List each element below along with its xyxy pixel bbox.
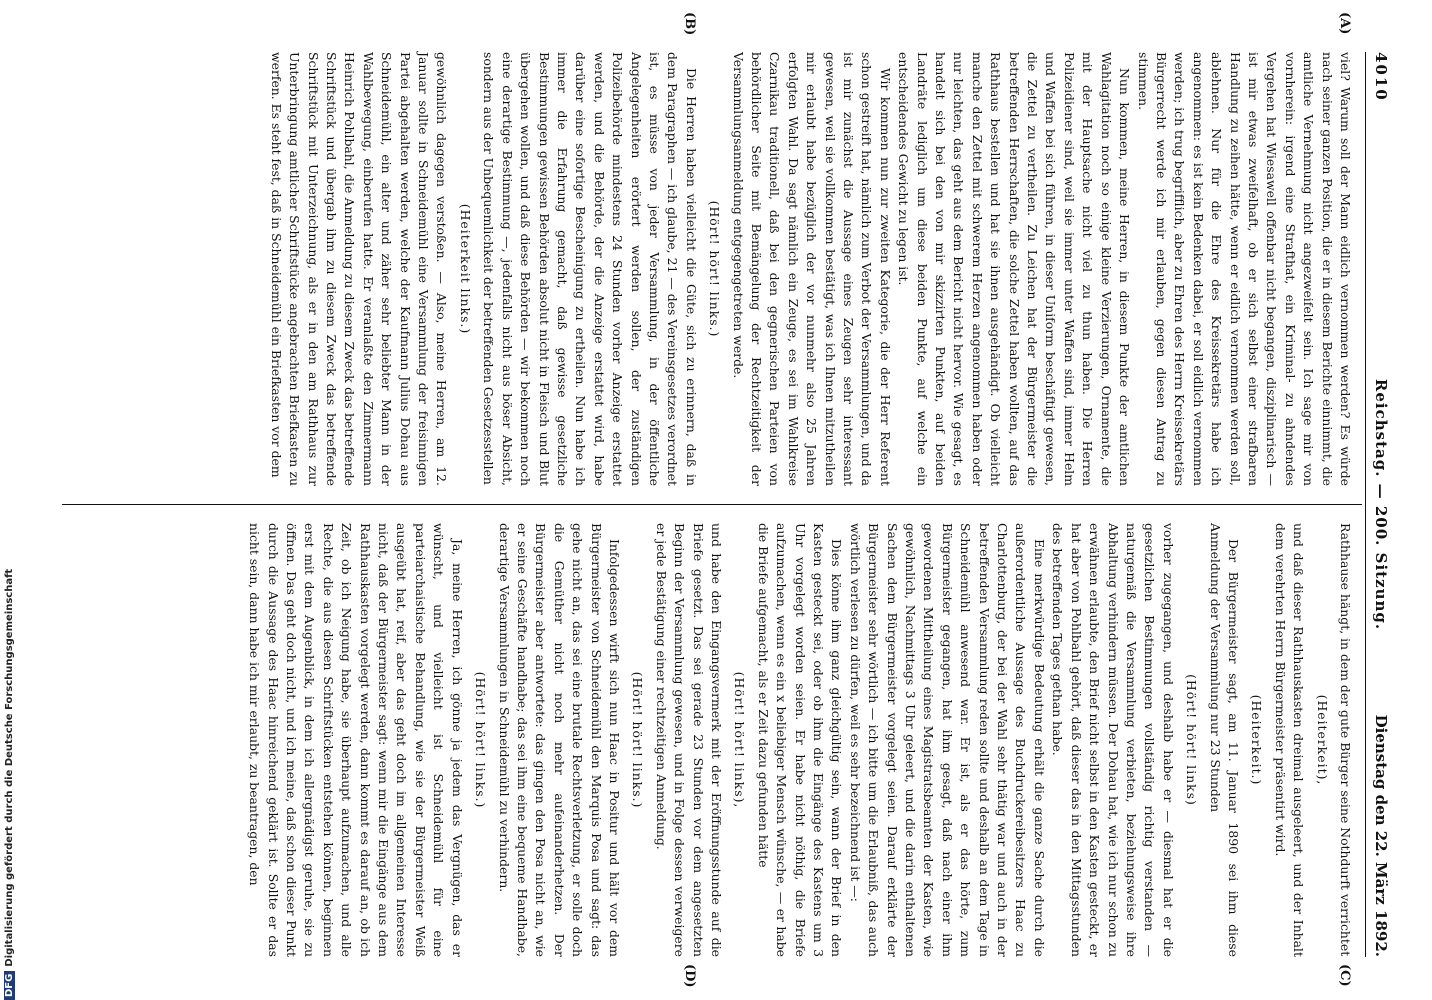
- paragraph: Rathhause hängt, in dem der gute Bürger seine Nothdurft verrichtet: [1338, 523, 1353, 957]
- credit-text: Digitalisierung gefördert durch die Deutsche Forschungsgemeinschaft: [4, 568, 15, 967]
- margin-mark-b: (B): [682, 12, 697, 36]
- interjection: (Hört! hört! links.): [707, 200, 723, 338]
- paragraph: vorher zugegangen, und deshalb habe er — diesmal hat er die gesetzlichen Bestimmungen vollständig richtig verstanden — naturgemäß die Versammlung verbieten, beziehungsweise ihre Abhaltung verhindern müssen. Der Dohau hat, wie ich nur schon zu erwähnen erlaubte, den Brief nicht selbst in den Kasten gesteckt, er hat aber von Pohlbahl gehört, daß dieser das in den Mittagsstunden des betreffenden Tages gethan habe.: [1050, 523, 1176, 957]
- page-title: Reichstag. — 200. Sitzung.: [1372, 378, 1390, 631]
- running-header: [1368, 52, 1392, 957]
- column-divider: [62, 504, 1362, 505]
- right-column: [245, 523, 1354, 957]
- interjection: (Hört! hört! links.): [630, 671, 646, 809]
- margin-mark-c: (C): [1337, 964, 1352, 987]
- quoted-paragraph: Dies könne ihm ganz gleichgültig sein, wann der Brief in den Kasten gesteckt sei, oder ob ihm die Eingänge des Kastens um 3 Uhr vorgelegt worden seien. Er habe nicht nöthig, die Briefe aufzumachen, wenn es ein x beliebiger Mensch wünsche, — er habe die Briefe aufgemacht, als er Zeit dazu gefunden hätte: [755, 523, 845, 957]
- newspaper-page: [62, 12, 1392, 988]
- paragraph: Der Bürgermeister sagt, am 11. Januar 1890 sei ihm diese Anmeldung der Versammlung nur 23 Stunden: [1207, 523, 1241, 957]
- interjection: (Hört! hört! links.): [473, 671, 489, 809]
- paragraph: und habe den Eingangsvermerk mit der Eröffnungsstunde auf die Briefe gesetzt. Das sei gerade 23 Stunden vor dem angesetzten Beginn der Versammlung gewesen, und in Folge dessen verweigere er jede Bestätigung einer rechtzeitigen Anmeldung.: [653, 523, 724, 957]
- interjection: (Hört! hört! links),: [732, 671, 748, 809]
- paragraph: Nun kommen, meine Herren, in diesem Punkte der amtlichen Wahlagitation noch so einige kleine Verzierungen, Ornamente, die mit der Hauptsache nicht viel zu thun haben. Die Herren Polizeidiener sind, weil sie immer unter Waffen sind, immer Helm und Waffen bei sich führen, in dieser Uniform beschäftigt gewesen, die Zettel zu vertheilen. Zu Leichen hat der Bürgermeister die betreffenden Herrschaften, die solche Zettel haben wollten, auf das Rathhaus bestellen und hat sie ihnen ausgehändigt. Ob vielleicht manche den Zettel mit schwerem Herzen angenommen haben oder nur leichten, das geht aus dem Bericht nicht hervor. Wie gesagt, es handelt sich bei den von mir skizzirten Punkten, auf beiden Landräte lediglich um diese beiden Punkte, auf welche ein entscheidendes Gewicht zu legen ist.: [896, 52, 1133, 486]
- digitization-credit: [4, 569, 15, 1000]
- left-column: [266, 52, 1354, 486]
- page-number: 4010: [1372, 52, 1390, 102]
- interjection: (Heiterkeit.): [1249, 694, 1265, 786]
- paragraph: Infolgedessen wirft sich nun Haac in Positur und hält vor dem Bürgermeister von Schneidemühl den Marquis Posa und sagt: das gehe nicht an, das sei eine brutale Rechtsverletzung, er solle doch die Gemüther nicht noch mehr aufeinanderhetzen. Der Bürgermeister aber antwortete: das gingen den Posa nicht an, wie er seine Geschäfte handhabe; das sei ihm eine bequeme Handhabe, derartige Versammlungen in Schneidemühl zu verhindern.: [496, 523, 622, 957]
- paragraph: gewöhnlich dagegen verstoßen. — Also, meine Herren, am 12. Januar sollte in Schneidemühl eine Versammlung der freisinnigen Partei abgehalten werden, welche der Kaufmann Julius Dohau aus Schneidemühl, ein alter und zäher sehr beliebter Mann in der Wahlbewegung, einberufen hatte. Er veranlaßte den Zimmermann Heinrich Pohlbahl, die Anmeldung zu diesem Zweck das betreffende Schriftstück und übergab ihm zu diesem Zweck das betreffende Schriftstück mit Unterzeichnung, als er in den am Rathhaus zur Unterbringung amtlicher Schriftstücke angebrachten Briefkasten zu werfen. Es steht fest, daß in Schneidemühl ein Briefkasten vor dem: [268, 52, 450, 486]
- dfg-logo: DFG: [4, 971, 15, 1000]
- paragraph: und daß dieser Rathhauskasten dreimal ausgeleert, und der Inhalt dem verehrten Herrn Bürgermeister präsentirt wird.: [1272, 523, 1307, 957]
- paragraph: Eine merkwürdige Bedeutung erhält die ganze Sache durch die außerordentliche Aussage des Buchdruckereibesitzers Haac zu Charlottenburg, der bei der Wahl sehr thätig war und auch in der betreffenden Versammlung reden sollte und deshalb an dem Tage in Schneidemühl anwesend war. Er ist, als er das hörte, zum Bürgermeister gegangen, hat ihm gesagt, daß nach einer ihm gewordenen Mittheilung eines Magistratsbeamten der Kasten, wie gewöhnlich, Nachmittags 3 Uhr geleert, und die darin enthaltenen Sachen dem Bürgermeister vorgelegt seien. Darauf erklärte der Bürgermeister sehr wörtlich — ich bitte um die Erlaubniß, das auch wörtlich verlesen zu dürfen, weil es sehr bezeichnend ist —:: [847, 523, 1047, 957]
- paragraph: Die Herren haben vielleicht die Güte, sich zu erinnern, daß in dem Paragraphen — ich glaube, 21 — des Vereinsgesetzes verordnet ist, es müsse von jeder Versammlung, in der öffentliche Angelegenheiten erörtert werden sollen, der zuständigen Polizeibehörde mindestens 24 Stunden vorher Anzeige erstattet werden, und die Behörde, der die Anzeige erstattet wird, habe darüber eine sofortige Bescheinigung zu ertheilen. Nun habe ich immer die Erfahrung gemacht, daß gewisse gesetzliche Bestimmungen gewissen Behörden absolut nicht in Fleisch und Blut übergehen wollen, und daß diese Behörden — wir bekommen noch eine derartige Bestimmung —, jedenfalls nicht aus böser Absicht, sondern aus der Unbequemlichkeit der betreffenden Gesetzesstellen: [481, 52, 699, 486]
- header-rule: [1365, 52, 1366, 957]
- interjection: (Heiterkeit),: [1314, 694, 1330, 786]
- interjection: (Heiterkeit links.): [457, 203, 473, 335]
- paragraph: Ja, meine Herren, ich gönne ja jedem das Vergnügen, das er wünscht, und vielleicht ist Schneidemühl für eine parteiarchaistische Behandlung, wie sie der Bürgermeister Weiß ausgeübt hat, reif, aber das geht doch im allgemeinen Interesse nicht, daß der Bürgermeister sagt: wenn mir die Eingänge aus dem Rathhauskasten vorgelegt werden, dann kommt es darauf an, ob ich Zeit, ob ich Neigung habe, sie überhaupt aufzumachen, und alle Rechte, die aus diesen Schriftstücken entstehen können, beginnen erst mit dem Augenblick, in dem ich allergnädigst geruhe, sie zu öffnen. Das geht doch nicht, und ich meine, daß schon dieser Punkt durch die Aussage des Haac hinreichend geklärt ist. Sollte er das nicht sein, dann habe ich mir erlaubt, zu beantragen, den: [247, 523, 465, 957]
- paragraph: Wir kommen nun zur zweiten Kategorie, die der Herr Referent schon gestreift hat, nämlich zum Verbot der Versammlungen, und da ist mir zunächst die Aussage eines Zeugen sehr interessant gewesen, weil sie vollkommen bestätigt, was ich Ihnen mitzutheilen mir erlaubt habe bezüglich der vor nunmehr also 25 Jahren erfolgten Wahl. Da sagt nämlich ein Zeuge, es sei im Wahlkreise Czarnikau traditionell, daß bei den gegnerischen Parteien von behördlicher Seite mit Bemängelung der Rechtzeitigkeit der Versammlungsanmeldung entgegengetreten werde.: [730, 52, 893, 486]
- session-date: Dienstag den 22. März 1892.: [1372, 714, 1390, 957]
- paragraph: viel? Warum soll der Mann eidlich vernommen werden? Es würde nach seiner ganzen Position, die er in diesem Berichte einnimmt, die amtliche Vernehmung nicht angezweifelt sein. Ich sage mir von vornherein: irgend eine Strafthat, ein Kriminal- zu ahndendes Vergehen hat Wiesawell offenbar nicht begangen, disziplinarisch — ist mir etwas zweifelhaft, ob er sich selbst einer strafbaren Handlung zu zeihen hätte, wenn er eidlich vernommen werden soll, ablehnen. Nur für die Ehre des Kreissekretärs habe ich angenommen: es ist kein Bedenken dabei, er soll eidlich vernommen werden; ich trug begrifflich, aber zu Ehren des Herrn Kreissekretärs Bürgerrecht werde ich mir erlauben, gegen diesen Antrag zu stimmen.: [1135, 52, 1353, 486]
- interjection: (Hört! hört! links): [1184, 674, 1200, 806]
- margin-mark-d: (D): [682, 964, 697, 988]
- margin-mark-a: (A): [1337, 12, 1352, 35]
